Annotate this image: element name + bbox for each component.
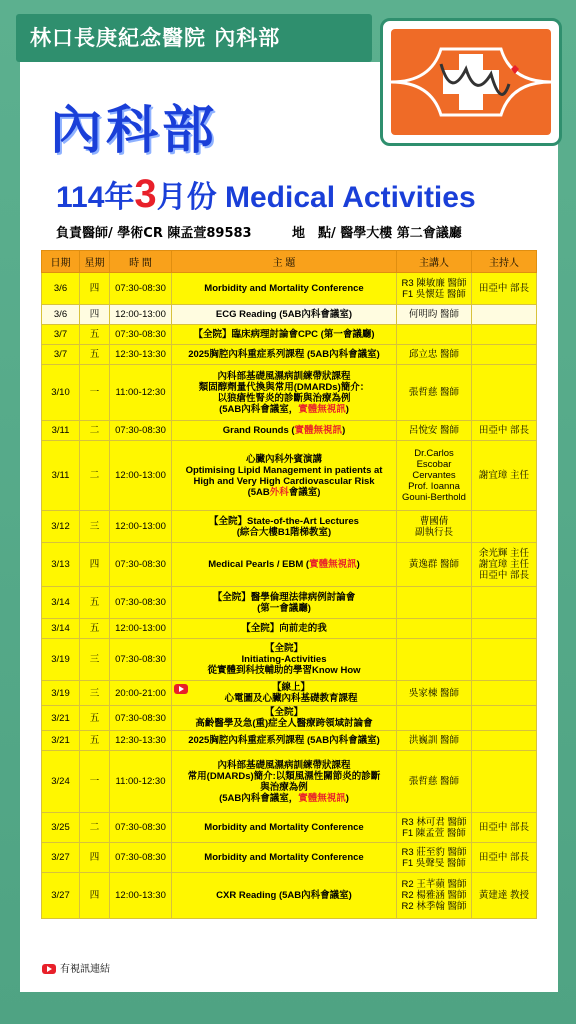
topic-text: Grand Rounds ( <box>222 425 295 436</box>
cell-time-text: 07:30-08:30 <box>115 654 166 665</box>
col-speaker: 主講人 <box>397 251 472 273</box>
table-row <box>42 813 537 843</box>
cell-weekday <box>80 843 110 873</box>
topic-text: 2025胸腔內科重症系列課程 (5AB內科會議室) <box>188 349 380 360</box>
cell-time-text: 11:00-12:30 <box>115 387 166 398</box>
cell-speaker <box>397 639 472 681</box>
subtitle-year: 114年 <box>56 181 135 214</box>
cell-time-text: 12:30-13:30 <box>115 349 166 360</box>
cell-host <box>472 441 537 511</box>
table-row <box>42 843 537 873</box>
cell-speaker-text: Dr.Carlos Escobar Cervantes Prof. Ioanna Gouni-Berthold <box>402 448 466 503</box>
cell-speaker <box>397 813 472 843</box>
table-row <box>42 587 537 619</box>
cell-weekday <box>80 706 110 731</box>
cell-weekday <box>80 619 110 639</box>
col-date: 日期 <box>42 251 80 273</box>
topic-text: Morbidity and Mortality Conference <box>204 822 364 833</box>
cell-host-text: 余光輝 主任 謝宜璋 主任 田亞中 部長 <box>478 548 530 581</box>
cell-topic <box>172 365 397 421</box>
cell-host <box>472 751 537 813</box>
cell-topic <box>172 273 397 305</box>
topic-end: ) <box>356 559 360 570</box>
cell-speaker <box>397 843 472 873</box>
table-row <box>42 365 537 421</box>
cell-speaker <box>397 305 472 325</box>
cell-weekday <box>80 325 110 345</box>
cell-topic <box>172 441 397 511</box>
cell-topic <box>172 681 397 706</box>
cell-host <box>472 273 537 305</box>
cell-date-text: 3/19 <box>51 687 70 699</box>
cell-speaker <box>397 751 472 813</box>
activities-subtitle <box>56 172 476 217</box>
info-line <box>56 222 536 241</box>
topic-highlight: 外科 <box>269 486 289 498</box>
cell-weekday-text: 三 <box>89 521 100 532</box>
cell-weekday-text: 四 <box>89 890 100 901</box>
table-row <box>42 305 537 325</box>
table-row <box>42 543 537 587</box>
cell-speaker <box>397 365 472 421</box>
cell-time-text: 07:30-08:30 <box>115 559 166 570</box>
cell-speaker <box>397 681 472 706</box>
cell-time-text: 07:30-08:30 <box>115 283 166 294</box>
cell-host-text: 田亞中 部長 <box>478 822 530 833</box>
topic-text: 【全院】醫學倫理法律病例討論會 (第一會議廳) <box>212 591 356 614</box>
cell-host <box>472 543 537 587</box>
cell-topic <box>172 619 397 639</box>
cell-date <box>42 843 80 873</box>
cell-topic <box>172 843 397 873</box>
cell-time-text: 11:00-12:30 <box>115 776 166 787</box>
col-topic: 主 題 <box>172 251 397 273</box>
logo-graphic <box>391 29 551 135</box>
cell-speaker-text: 邱立忠 醫師 <box>408 349 460 360</box>
cell-weekday <box>80 587 110 619</box>
cell-speaker <box>397 441 472 511</box>
cell-speaker <box>397 731 472 751</box>
cell-topic <box>172 587 397 619</box>
cell-speaker-text: R3 林可君 醫師 F1 陳孟萱 醫師 <box>401 816 467 839</box>
topic-end: ) <box>345 792 349 804</box>
subtitle-month: 3 <box>134 172 157 216</box>
cell-topic <box>172 325 397 345</box>
cell-weekday-text: 三 <box>89 687 100 699</box>
cell-weekday-text: 四 <box>89 283 100 294</box>
cell-host <box>472 843 537 873</box>
schedule-table <box>41 250 537 919</box>
cell-date-text: 3/14 <box>51 597 70 608</box>
table-row <box>42 511 537 543</box>
cell-host <box>472 681 537 706</box>
cell-date <box>42 619 80 639</box>
cell-date-text: 3/21 <box>51 735 70 746</box>
topic-text: 【全院】State-of-the-Art Lectures (綜合大樓B1階梯教室) <box>209 515 359 538</box>
cell-time <box>110 273 172 305</box>
cell-weekday <box>80 511 110 543</box>
cell-time-text: 20:00-21:00 <box>115 687 166 699</box>
cell-host <box>472 345 537 365</box>
cell-date-text: 3/21 <box>51 712 70 724</box>
video-icon <box>42 964 56 974</box>
cell-time <box>110 511 172 543</box>
topic-highlight: 實體無視訊 <box>309 559 357 570</box>
cell-topic <box>172 706 397 731</box>
cell-time <box>110 681 172 706</box>
cell-topic <box>172 421 397 441</box>
table-row <box>42 273 537 305</box>
cell-host <box>472 813 537 843</box>
cell-host-text: 田亞中 部長 <box>478 425 530 436</box>
hospital-logo <box>380 18 562 146</box>
cell-speaker-text: 洪巍訓 醫師 <box>408 735 460 746</box>
cell-time <box>110 543 172 587</box>
responsible-doctor: 負責醫師/ 學術CR 陳孟萱89583 <box>56 226 252 241</box>
hospital-banner <box>16 14 372 62</box>
cell-time <box>110 587 172 619</box>
cell-host <box>472 639 537 681</box>
topic-highlight: 實體無視訊 <box>294 425 343 436</box>
table-row <box>42 441 537 511</box>
cell-weekday-text: 五 <box>89 623 100 634</box>
cell-weekday-text: 三 <box>89 654 100 665</box>
cell-speaker <box>397 619 472 639</box>
cell-date <box>42 751 80 813</box>
cell-speaker-text: R2 王芊蘋 醫師 R2 楊雅涵 醫師 R2 林季翰 醫師 <box>401 879 467 912</box>
col-time: 時 間 <box>110 251 172 273</box>
table-row <box>42 619 537 639</box>
cell-host <box>472 365 537 421</box>
cell-speaker-text: 黃逸群 醫師 <box>408 559 460 570</box>
cell-date-text: 3/10 <box>51 387 70 398</box>
banner-text: 林口長庚紀念醫院 內科部 <box>30 26 281 50</box>
cell-host <box>472 305 537 325</box>
cell-date-text: 3/27 <box>51 852 70 863</box>
cell-weekday <box>80 441 110 511</box>
cell-speaker <box>397 325 472 345</box>
cell-host-text: 謝宜璋 主任 <box>478 470 530 481</box>
cell-topic <box>172 751 397 813</box>
topic-end: 會議室) <box>288 486 321 498</box>
cell-weekday-text: 一 <box>89 387 100 398</box>
cell-weekday-text: 五 <box>89 349 100 360</box>
table-header-row <box>42 251 537 273</box>
cell-speaker <box>397 873 472 919</box>
cell-topic <box>172 543 397 587</box>
cell-speaker-text: R3 莊至豹 醫師 F1 吳聲旻 醫師 <box>401 846 467 869</box>
cell-time-text: 07:30-08:30 <box>115 852 166 863</box>
cell-weekday-text: 四 <box>89 559 100 570</box>
legend <box>42 960 110 975</box>
topic-text: 【全院】臨床病理討論會CPC (第一會議廳) <box>193 329 375 340</box>
cell-host <box>472 731 537 751</box>
topic-text: 【線上】 心電圖及心臟內科基礎教育課程 <box>224 682 358 704</box>
table-row <box>42 345 537 365</box>
cell-time <box>110 706 172 731</box>
cell-time <box>110 325 172 345</box>
cell-host-text: 田亞中 部長 <box>478 283 530 294</box>
table-row <box>42 751 537 813</box>
cell-weekday <box>80 365 110 421</box>
cell-speaker-text: 吳家棟 醫師 <box>408 687 460 699</box>
cell-weekday <box>80 751 110 813</box>
cell-time <box>110 345 172 365</box>
cell-date <box>42 873 80 919</box>
cell-time-text: 12:00-13:00 <box>115 521 166 532</box>
department-title: 內科部 <box>50 101 219 161</box>
cell-date <box>42 681 80 706</box>
topic-end: ) <box>342 425 346 436</box>
topic-text: Morbidity and Mortality Conference <box>204 283 364 294</box>
cell-date <box>42 421 80 441</box>
cell-weekday <box>80 543 110 587</box>
location: 地 點/ 醫學大樓 第二會議廳 <box>292 226 462 241</box>
cell-speaker <box>397 511 472 543</box>
cell-date-text: 3/11 <box>51 425 70 436</box>
cell-topic <box>172 813 397 843</box>
cell-time <box>110 813 172 843</box>
topic-text: 【全院】向前走的我 <box>241 623 327 634</box>
cell-topic <box>172 873 397 919</box>
cell-speaker <box>397 587 472 619</box>
cell-speaker-text: 何明昀 醫師 <box>408 309 460 320</box>
cell-date-text: 3/25 <box>51 822 70 833</box>
cell-weekday-text: 二 <box>89 425 100 436</box>
table-row <box>42 873 537 919</box>
topic-text: 【全院】 Initiating-Activities 從實體到科技輔助的學習Know How <box>207 643 361 676</box>
cell-date <box>42 639 80 681</box>
table-row <box>42 681 537 706</box>
cell-speaker-text: 張哲慈 醫師 <box>408 776 460 787</box>
cell-weekday <box>80 305 110 325</box>
cell-date-text: 3/12 <box>51 521 70 532</box>
cell-date-text: 3/27 <box>51 890 70 901</box>
cell-time <box>110 421 172 441</box>
cell-weekday-text: 二 <box>89 470 100 481</box>
cell-speaker-text: 曹國倩 副執行長 <box>414 515 453 538</box>
table-row <box>42 639 537 681</box>
cell-date-text: 3/14 <box>51 623 70 634</box>
cell-date <box>42 587 80 619</box>
cell-host <box>472 706 537 731</box>
cell-weekday <box>80 273 110 305</box>
cell-date-text: 3/11 <box>51 470 70 481</box>
cell-speaker <box>397 421 472 441</box>
cell-date <box>42 543 80 587</box>
cell-date-text: 3/6 <box>53 283 68 294</box>
cell-weekday <box>80 421 110 441</box>
cell-date <box>42 731 80 751</box>
cell-time-text: 12:00-13:00 <box>115 309 166 320</box>
cell-time-text: 12:00-13:00 <box>115 623 166 634</box>
cell-host <box>472 587 537 619</box>
table-row <box>42 731 537 751</box>
cell-weekday <box>80 345 110 365</box>
col-host: 主持人 <box>472 251 537 273</box>
cell-date-text: 3/19 <box>51 654 70 665</box>
cell-time <box>110 731 172 751</box>
topic-text: ECG Reading (5AB內科會議室) <box>215 309 353 320</box>
cell-topic <box>172 345 397 365</box>
cell-weekday-text: 五 <box>89 712 100 724</box>
topic-text: Morbidity and Mortality Conference <box>204 852 364 863</box>
cell-date <box>42 273 80 305</box>
topic-highlight: 實體無視訊 <box>298 792 346 804</box>
cell-date-text: 3/6 <box>53 309 68 320</box>
topic-text: CXR Reading (5AB內科會議室) <box>216 890 352 901</box>
cell-date-text: 3/13 <box>51 559 70 570</box>
cell-date <box>42 365 80 421</box>
table-row <box>42 325 537 345</box>
cell-speaker <box>397 543 472 587</box>
cell-weekday-text: 五 <box>89 329 100 340</box>
cell-date <box>42 345 80 365</box>
cell-time-text: 07:30-08:30 <box>115 712 166 724</box>
cell-weekday <box>80 873 110 919</box>
cell-date-text: 3/7 <box>53 349 68 360</box>
topic-text: 【全院】 高齡醫學及急(重)症全人醫療跨領域討論會 <box>195 707 373 729</box>
cell-time-text: 07:30-08:30 <box>115 597 166 608</box>
cell-date-text: 3/24 <box>51 776 70 787</box>
cell-topic <box>172 731 397 751</box>
cell-speaker-text: 張哲慈 醫師 <box>408 387 460 398</box>
cell-date-text: 3/7 <box>53 329 68 340</box>
cell-weekday <box>80 731 110 751</box>
cell-weekday <box>80 639 110 681</box>
cell-time <box>110 619 172 639</box>
topic-text: 2025胸腔內科重症系列課程 (5AB內科會議室) <box>188 735 380 746</box>
cell-time-text: 07:30-08:30 <box>115 425 166 436</box>
topic-highlight: 實體無視訊 <box>298 403 346 415</box>
logo-emblem <box>391 29 551 135</box>
topic-end: ) <box>345 403 349 415</box>
cell-time-text: 12:00-13:30 <box>115 890 166 901</box>
legend-label: 有視訊連結 <box>60 964 110 975</box>
topic-text: Medical Pearls / EBM ( <box>208 559 310 570</box>
cell-weekday-text: 五 <box>89 597 100 608</box>
cell-host <box>472 619 537 639</box>
cell-time <box>110 441 172 511</box>
cell-time <box>110 873 172 919</box>
video-icon[interactable] <box>174 684 188 694</box>
cell-time <box>110 365 172 421</box>
cell-date <box>42 511 80 543</box>
col-weekday: 星期 <box>80 251 110 273</box>
cell-weekday-text: 四 <box>89 852 100 863</box>
cell-date <box>42 305 80 325</box>
cell-weekday <box>80 813 110 843</box>
cell-time-text: 07:30-08:30 <box>115 329 166 340</box>
cell-date <box>42 441 80 511</box>
cell-date <box>42 706 80 731</box>
table-row <box>42 706 537 731</box>
cell-date <box>42 813 80 843</box>
topic-text: 內科部基礎風濕病訓練帶狀課程 常用(DMARDs)簡介:以類風濕性關節炎的診斷 與治療為例 (5AB內科會議室， <box>187 759 381 804</box>
cell-time <box>110 843 172 873</box>
cell-time-text: 12:30-13:30 <box>115 735 166 746</box>
cell-speaker-text: 呂悅安 醫師 <box>408 425 460 436</box>
subtitle-rest: 月份 Medical Activities <box>156 181 476 214</box>
cell-weekday <box>80 681 110 706</box>
cell-time <box>110 751 172 813</box>
cell-speaker <box>397 273 472 305</box>
cell-speaker <box>397 706 472 731</box>
cell-host <box>472 325 537 345</box>
cell-time-text: 12:00-13:00 <box>115 470 166 481</box>
cell-host <box>472 511 537 543</box>
cell-time-text: 07:30-08:30 <box>115 822 166 833</box>
cell-host-text: 田亞中 部長 <box>478 852 530 863</box>
cell-host-text: 黃建達 教授 <box>478 890 530 901</box>
cell-time <box>110 305 172 325</box>
cell-time <box>110 639 172 681</box>
cell-weekday-text: 二 <box>89 822 100 833</box>
table-row <box>42 421 537 441</box>
cell-speaker-text: R3 陳敏廉 醫師 F1 吳懷廷 醫師 <box>401 277 467 300</box>
cell-weekday-text: 五 <box>89 735 100 746</box>
cell-date <box>42 325 80 345</box>
cell-host <box>472 421 537 441</box>
cell-speaker <box>397 345 472 365</box>
cell-topic <box>172 511 397 543</box>
cell-weekday-text: 四 <box>89 309 100 320</box>
topic-text: 心臟內科外賓演講 Optimising Lipid Management in patients at High and Very High Cardiovascular Risk (5AB <box>185 453 383 498</box>
cell-topic <box>172 639 397 681</box>
topic-text: 內科部基礎風濕病訓練帶狀課程 類固醇劑量代換與常用(DMARDs)簡介： 以狼瘡性腎炎的診斷與治療為例 (5AB內科會議室， <box>198 370 370 415</box>
cell-host <box>472 873 537 919</box>
cell-topic <box>172 305 397 325</box>
cell-weekday-text: 一 <box>89 776 100 787</box>
